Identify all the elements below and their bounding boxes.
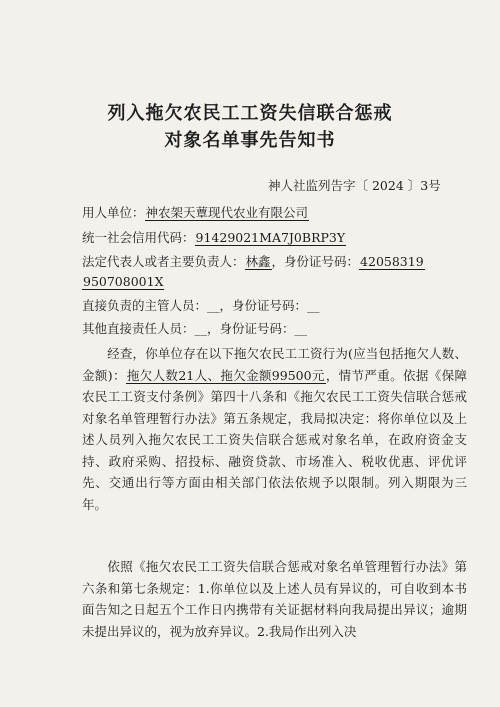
finding-paragraph — [82, 343, 467, 515]
arrears-detail: 拖欠人数21人、拖欠金额99500元 — [126, 367, 325, 383]
legal-rep-id-part1: 42058319 — [360, 254, 424, 269]
objection-text: 依照《拖欠农民工工资失信联合惩戒对象名单管理暂行办法》第六条和第七条规定：1.你单位以及上述人员有异议的，可自收到本书面告知之日起五个工作日内携带有关证据材料向我局提出异议；逾期未提出异议的，视为放弃异议。2.我局作出列入决 — [82, 559, 467, 639]
finding-text-a: 经查，你单位存在以下拖欠农民工工资行为(应当包括拖欠人数、金额)： — [82, 346, 467, 383]
employer-row — [82, 204, 472, 222]
legal-rep-id-label: ，身份证号码： — [271, 254, 360, 269]
credit-code-row — [82, 229, 472, 247]
document-title-line2: 对象名单事先告知书 — [164, 130, 336, 151]
employer-name: 神农架天蕈现代农业有限公司 — [145, 205, 309, 220]
employer-label: 用人单位： — [82, 205, 145, 220]
finding-text-b: ，情节严重。依据《保障农民工工资支付条例》第四十八条和《拖欠农民工工资失信联合惩戒对象名单管理暂行办法》第五条规定，我局拟决定：将你单位以及上述人员列入拖欠农民工工资失信联合惩戒对象名单，在政府资金支持、政府采购、招投标、融资贷款、市场准入、税收优惠、评优评先、交通出行等方面由相关部门依法依规予以限制。列入期限为三年。 — [82, 367, 467, 512]
legal-rep-name: 林鑫 — [245, 254, 271, 269]
legal-rep-id-part2: 950708001X — [83, 274, 164, 289]
credit-code-label: 统一社会信用代码： — [82, 230, 195, 245]
document-number: 神人社监列告字〔 2024 〕3号 — [268, 178, 441, 193]
legal-rep-id-row — [82, 273, 472, 291]
objection-paragraph — [82, 556, 467, 642]
direct-manager-row: 直接负责的主管人员：__，身份证号码：__ — [82, 298, 320, 313]
legal-rep-row — [82, 253, 472, 271]
credit-code-value: 91429021MA7J0BRP3Y — [195, 230, 346, 245]
document-title-line1: 列入拖欠农民工工资失信联合惩戒 — [107, 103, 393, 124]
legal-rep-label: 法定代表人或者主要负责人： — [82, 254, 245, 269]
other-person-row: 其他直接责任人员：__，身份证号码：__ — [82, 321, 308, 336]
